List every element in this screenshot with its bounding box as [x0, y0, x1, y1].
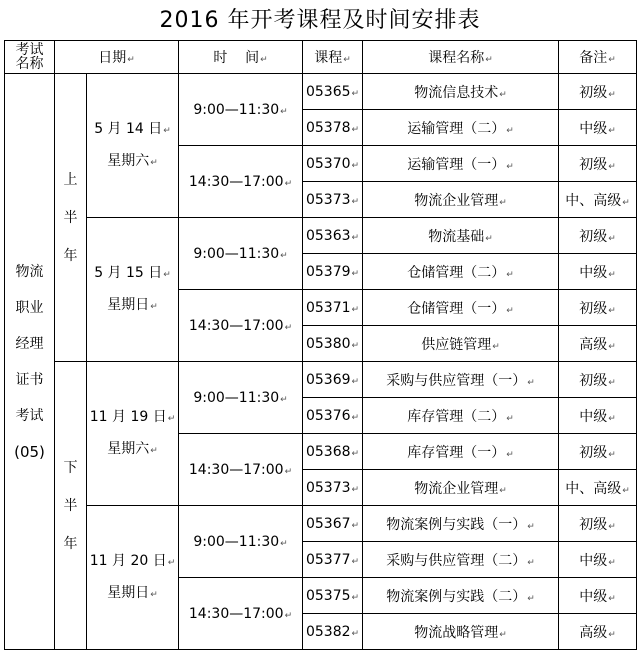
paragraph-mark-icon: ↵ — [351, 412, 360, 423]
level-value: 中、高级 — [565, 480, 622, 497]
paragraph-mark-icon: ↵ — [506, 161, 514, 172]
date-cell — [87, 506, 179, 650]
course-code-cell — [303, 470, 363, 506]
time-cell — [179, 434, 303, 506]
course-code: 05373 — [305, 479, 351, 496]
course-name-cell — [363, 470, 559, 506]
weekday-value: 星期日 — [107, 296, 150, 313]
header-code: 课程↵ — [303, 41, 363, 74]
paragraph-mark-icon: ↵ — [492, 341, 500, 352]
date-text — [87, 546, 178, 578]
course-name-cell — [363, 614, 559, 650]
course-code: 05380 — [305, 335, 351, 352]
course-code-cell — [303, 290, 363, 326]
paragraph-mark-icon: ↵ — [150, 157, 158, 168]
level-cell — [559, 398, 637, 434]
time-value: 14:30—17:00 — [188, 173, 284, 190]
course-code-cell — [303, 578, 363, 614]
paragraph-mark-icon: ↵ — [351, 484, 360, 495]
level-cell — [559, 182, 637, 218]
level-value: 初级 — [579, 372, 608, 389]
time-value: 9:00—11:30 — [193, 533, 280, 550]
paragraph-mark-icon: ↵ — [280, 106, 288, 117]
paragraph-mark-icon: ↵ — [506, 449, 514, 460]
paragraph-mark-icon: ↵ — [499, 197, 507, 208]
header-row — [5, 41, 637, 74]
paragraph-mark-icon: ↵ — [351, 268, 360, 279]
course-name-cell — [363, 110, 559, 146]
level-value: 初级 — [579, 84, 608, 101]
half-year-char: 半 — [63, 497, 78, 514]
level-value: 初级 — [579, 516, 608, 533]
course-code-cell — [303, 542, 363, 578]
level-value: 初级 — [579, 444, 608, 461]
half-year-cell — [55, 362, 87, 650]
exam-name-line: 物流 — [15, 263, 44, 280]
course-name: 物流案例与实践（二） — [386, 588, 527, 605]
course-name-cell — [363, 362, 559, 398]
weekday-value: 星期日 — [107, 584, 150, 601]
paragraph-mark-icon: ↵ — [608, 125, 616, 136]
weekday-value: 星期六 — [107, 152, 150, 169]
course-name: 物流信息技术 — [414, 84, 499, 101]
paragraph-mark-icon: ↵ — [608, 449, 616, 460]
paragraph-mark-icon: ↵ — [608, 233, 616, 244]
paragraph-mark-icon: ↵ — [527, 557, 535, 568]
course-name-cell — [363, 218, 559, 254]
paragraph-mark-icon: ↵ — [351, 628, 360, 639]
date-value: 11 月 19 日 — [89, 408, 167, 425]
paragraph-mark-icon: ↵ — [527, 377, 535, 388]
paragraph-mark-icon: ↵ — [608, 161, 616, 172]
paragraph-mark-icon: ↵ — [351, 520, 360, 531]
course-code: 05378 — [305, 119, 351, 136]
date-cell — [87, 74, 179, 218]
header-course-name: 课程名称↵ — [363, 41, 559, 74]
half-year-char: 年 — [63, 535, 78, 552]
level-cell — [559, 470, 637, 506]
course-code-cell — [303, 614, 363, 650]
paragraph-mark-icon: ↵ — [499, 629, 507, 640]
level-cell — [559, 434, 637, 470]
course-code-cell — [303, 218, 363, 254]
date-value: 5 月 15 日 — [94, 264, 163, 281]
header-code-label: 课程 — [314, 50, 343, 66]
time-cell — [179, 578, 303, 650]
paragraph-mark-icon: ↵ — [351, 304, 360, 315]
paragraph-mark-icon: ↵ — [284, 322, 293, 333]
paragraph-mark-icon: ↵ — [150, 445, 158, 456]
level-cell — [559, 110, 637, 146]
course-code-cell — [303, 254, 363, 290]
course-code: 05368 — [305, 443, 351, 460]
level-value: 高级 — [579, 336, 608, 353]
paragraph-mark-icon: ↵ — [167, 557, 176, 568]
course-code: 05367 — [305, 515, 351, 532]
time-cell — [179, 506, 303, 578]
course-name: 供应链管理 — [421, 336, 492, 353]
course-code-cell — [303, 326, 363, 362]
header-date: 日期↵ — [55, 41, 179, 74]
paragraph-mark-icon: ↵ — [284, 466, 293, 477]
paragraph-mark-icon: ↵ — [622, 485, 630, 496]
course-name: 物流企业管理 — [414, 480, 499, 497]
course-code: 05371 — [305, 299, 351, 316]
course-code-cell — [303, 146, 363, 182]
paragraph-mark-icon: ↵ — [608, 305, 616, 316]
paragraph-mark-icon: ↵ — [280, 538, 288, 549]
course-name: 物流企业管理 — [414, 192, 499, 209]
time-cell — [179, 74, 303, 146]
time-value: 9:00—11:30 — [193, 101, 280, 118]
date-value: 11 月 20 日 — [89, 552, 167, 569]
course-code-cell — [303, 398, 363, 434]
course-code: 05365 — [305, 83, 351, 100]
half-year-char: 半 — [63, 209, 78, 226]
course-code: 05370 — [305, 155, 351, 172]
course-name: 采购与供应管理（二） — [386, 552, 527, 569]
exam-name-line: 证书 — [15, 371, 44, 388]
paragraph-mark-icon: ↵ — [527, 521, 535, 532]
weekday-text — [87, 434, 178, 466]
header-time: 时 间↵ — [179, 41, 303, 74]
course-name-cell — [363, 398, 559, 434]
level-cell — [559, 578, 637, 614]
date-text — [87, 402, 178, 434]
paragraph-mark-icon: ↵ — [485, 233, 493, 244]
date-text — [87, 114, 178, 146]
paragraph-mark-icon: ↵ — [280, 250, 288, 261]
course-code-cell — [303, 362, 363, 398]
course-name-cell — [363, 434, 559, 470]
course-code-cell — [303, 110, 363, 146]
paragraph-mark-icon: ↵ — [163, 125, 171, 136]
course-name-cell — [363, 182, 559, 218]
level-value: 高级 — [579, 624, 608, 641]
course-code: 05375 — [305, 587, 351, 604]
paragraph-mark-icon: ↵ — [608, 89, 616, 100]
paragraph-mark-icon: ↵ — [351, 196, 360, 207]
exam-name-cell — [5, 74, 55, 650]
paragraph-mark-icon: ↵ — [351, 232, 360, 243]
course-code: 05382 — [305, 623, 351, 640]
half-year-cell — [55, 74, 87, 362]
paragraph-mark-icon: ↵ — [608, 269, 616, 280]
date-text — [87, 258, 178, 290]
course-name: 物流战略管理 — [414, 624, 499, 641]
paragraph-mark-icon: ↵ — [351, 448, 360, 459]
table-row — [5, 506, 637, 542]
time-cell — [179, 218, 303, 290]
paragraph-mark-icon: ↵ — [527, 593, 535, 604]
course-code-cell — [303, 434, 363, 470]
paragraph-mark-icon: ↵ — [351, 592, 360, 603]
level-value: 中、高级 — [565, 192, 622, 209]
paragraph-mark-icon: ↵ — [150, 589, 158, 600]
paragraph-mark-icon: ↵ — [608, 377, 616, 388]
paragraph-mark-icon: ↵ — [622, 197, 630, 208]
paragraph-mark-icon: ↵ — [284, 610, 293, 621]
level-value: 初级 — [579, 228, 608, 245]
course-name-cell — [363, 146, 559, 182]
course-name: 运输管理（一） — [407, 156, 506, 173]
paragraph-mark-icon: ↵ — [608, 413, 616, 424]
header-exam-name-line2: 名称 — [15, 56, 44, 72]
level-cell — [559, 614, 637, 650]
course-code: 05377 — [305, 551, 351, 568]
level-cell — [559, 290, 637, 326]
course-code-cell — [303, 506, 363, 542]
weekday-value: 星期六 — [107, 440, 150, 457]
level-value: 中级 — [579, 408, 608, 425]
level-cell — [559, 74, 637, 110]
course-name: 库存管理（一） — [407, 444, 506, 461]
level-cell — [559, 218, 637, 254]
paragraph-mark-icon: ↵ — [506, 269, 514, 280]
level-cell — [559, 506, 637, 542]
time-value: 14:30—17:00 — [188, 317, 284, 334]
paragraph-mark-icon: ↵ — [351, 124, 360, 135]
course-name-cell — [363, 542, 559, 578]
paragraph-mark-icon: ↵ — [506, 305, 514, 316]
paragraph-mark-icon: ↵ — [351, 88, 360, 99]
paragraph-mark-icon: ↵ — [608, 521, 616, 532]
header-exam-name-line1: 考试 — [15, 42, 44, 58]
date-cell — [87, 362, 179, 506]
paragraph-mark-icon: ↵ — [351, 376, 360, 387]
half-year-char: 年 — [63, 247, 78, 264]
weekday-text — [87, 290, 178, 322]
course-name: 物流案例与实践（一） — [386, 516, 527, 533]
paragraph-mark-icon: ↵ — [506, 125, 514, 136]
header-date-label: 日期 — [98, 50, 127, 66]
course-code-cell — [303, 182, 363, 218]
paragraph-mark-icon: ↵ — [150, 301, 158, 312]
paragraph-mark-icon: ↵ — [608, 629, 616, 640]
schedule-table — [4, 40, 637, 650]
course-name-cell — [363, 578, 559, 614]
exam-code: (05) — [14, 442, 45, 461]
level-value: 中级 — [579, 552, 608, 569]
weekday-text — [87, 146, 178, 178]
time-value: 9:00—11:30 — [193, 245, 280, 262]
paragraph-mark-icon: ↵ — [499, 89, 507, 100]
course-name-cell — [363, 74, 559, 110]
paragraph-mark-icon: ↵ — [351, 340, 360, 351]
header-course-name-label: 课程名称 — [428, 50, 485, 66]
time-value: 14:30—17:00 — [188, 605, 284, 622]
level-value: 初级 — [579, 300, 608, 317]
course-code-cell — [303, 74, 363, 110]
table-row — [5, 218, 637, 254]
paragraph-mark-icon: ↵ — [608, 557, 616, 568]
course-name: 物流基础 — [428, 228, 485, 245]
course-code: 05376 — [305, 407, 351, 424]
level-value: 中级 — [579, 264, 608, 281]
exam-name-line: 职业 — [15, 299, 44, 316]
course-name: 仓储管理（二） — [407, 264, 506, 281]
paragraph-mark-icon: ↵ — [608, 341, 616, 352]
date-value: 5 月 14 日 — [94, 120, 163, 137]
level-cell — [559, 542, 637, 578]
paragraph-mark-icon: ↵ — [163, 269, 171, 280]
level-value: 中级 — [579, 120, 608, 137]
header-exam-name — [5, 41, 55, 74]
course-name: 运输管理（二） — [407, 120, 506, 137]
course-name: 库存管理（二） — [407, 408, 506, 425]
weekday-text — [87, 578, 178, 610]
exam-name-line: 考试 — [15, 407, 44, 424]
table-row — [5, 74, 637, 110]
header-time-label: 时 间 — [213, 50, 260, 66]
half-year-char: 下 — [63, 459, 78, 476]
course-code: 05363 — [305, 227, 351, 244]
course-code: 05379 — [305, 263, 351, 280]
course-code: 05369 — [305, 371, 351, 388]
level-cell — [559, 326, 637, 362]
level-cell — [559, 254, 637, 290]
time-cell — [179, 290, 303, 362]
header-remark: 备注↵ — [559, 41, 637, 74]
paragraph-mark-icon: ↵ — [506, 413, 514, 424]
paragraph-mark-icon: ↵ — [499, 485, 507, 496]
level-cell — [559, 146, 637, 182]
paragraph-mark-icon: ↵ — [351, 556, 360, 567]
paragraph-mark-icon: ↵ — [608, 593, 616, 604]
course-name-cell — [363, 506, 559, 542]
course-code: 05373 — [305, 191, 351, 208]
half-year-char: 上 — [63, 171, 78, 188]
time-value: 14:30—17:00 — [188, 461, 284, 478]
page-title: 2016 年开考课程及时间安排表 — [159, 8, 481, 33]
paragraph-mark-icon: ↵ — [351, 160, 360, 171]
course-name: 仓储管理（一） — [407, 300, 506, 317]
paragraph-mark-icon: ↵ — [280, 394, 288, 405]
level-value: 中级 — [579, 588, 608, 605]
paragraph-mark-icon: ↵ — [167, 413, 176, 424]
course-name-cell — [363, 290, 559, 326]
table-row — [5, 362, 637, 398]
course-name-cell — [363, 326, 559, 362]
time-value: 9:00—11:30 — [193, 389, 280, 406]
date-cell — [87, 218, 179, 362]
exam-name-line: 经理 — [15, 335, 44, 352]
header-remark-label: 备注 — [579, 50, 608, 66]
course-name: 采购与供应管理（一） — [386, 372, 527, 389]
time-cell — [179, 362, 303, 434]
paragraph-mark-icon: ↵ — [284, 178, 293, 189]
time-cell — [179, 146, 303, 218]
level-cell — [559, 362, 637, 398]
level-value: 初级 — [579, 156, 608, 173]
course-name-cell — [363, 254, 559, 290]
